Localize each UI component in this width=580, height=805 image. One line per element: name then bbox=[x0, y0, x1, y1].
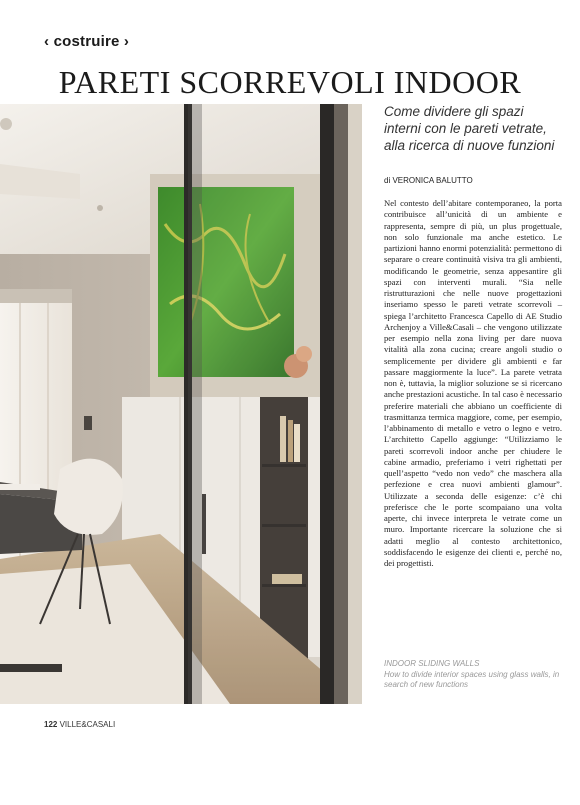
english-text: How to divide interior spaces using glass walls, in search of new functions bbox=[384, 669, 560, 689]
english-summary bbox=[384, 659, 564, 691]
byline: di VERONICA BALUTTO bbox=[384, 176, 473, 185]
subtitle: Come dividere gli spazi interni con le pareti vetrate, alla ricerca di nuove funzioni bbox=[384, 104, 555, 153]
body-text: Nel contesto dell’abitare contemporaneo, la porta contribuisce all’unicità di un ambiente e rappresenta, sempre di più, un plus progettuale, non solo funzionale ma anche estetico. Le partizioni hanno enormi potenzialità: permettono di separare o creare continuità visiva tra gli ambienti, modificando le geometrie, senza appesantire gli spazi con interventi murali. “Sia nelle ristrutturazioni che nelle nuove progettazioni inseriamo spesso le pareti vetrate scorrevoli – spiega l’architetto Francesca Capello di AE Studio Archenjoy a Ville&Casali – che vengono utilizzate per esempio nella zona living per dare nuova vitalità alla zona cucina; creare angoli studio o semplicemente per dividere gli ambienti e far passare maggiormente la luce”. La parete vetrata non è, tuttavia, la miglior soluzione se si ricercano anche prestazioni acustiche. In tal caso è necessario preferire materiali che abbiano un coefficiente di trasmittanza termica maggiore, come, per esempio, l’abbinamento di metallo e vetro o legno e vetro. L’architetto Capello aggiunge: “Utilizziamo le pareti scorrevoli indoor anche per chiudere le cabine armadio, preferiamo i vetri righettati per quell’aspetto “vedo non vedo” che maschera alla perfezione e crea nuovi ambienti glamour”. Utilizzate a seconda delle esigenze: c’è chi preferisce che le porte scompaiano una volta aperte, chi invece interpreta le vetrate come un muro. Importante ricercare la soluzione che si adatti meglio al contesto architettonico, soddisfacendo le esigenze dei clienti e, perché no, dei progettisti. bbox=[384, 198, 562, 568]
headline: PARETI SCORREVOLI INDOOR bbox=[58, 64, 522, 100]
page-footer bbox=[44, 720, 115, 729]
photo-page-mark: ‹ 1 › bbox=[306, 791, 328, 805]
magazine-name: VILLE&CASALI bbox=[59, 720, 116, 729]
english-title: INDOOR SLIDING WALLS bbox=[384, 659, 480, 668]
page-number: 122 bbox=[44, 720, 58, 729]
section-label: ‹ costruire › bbox=[44, 33, 130, 50]
